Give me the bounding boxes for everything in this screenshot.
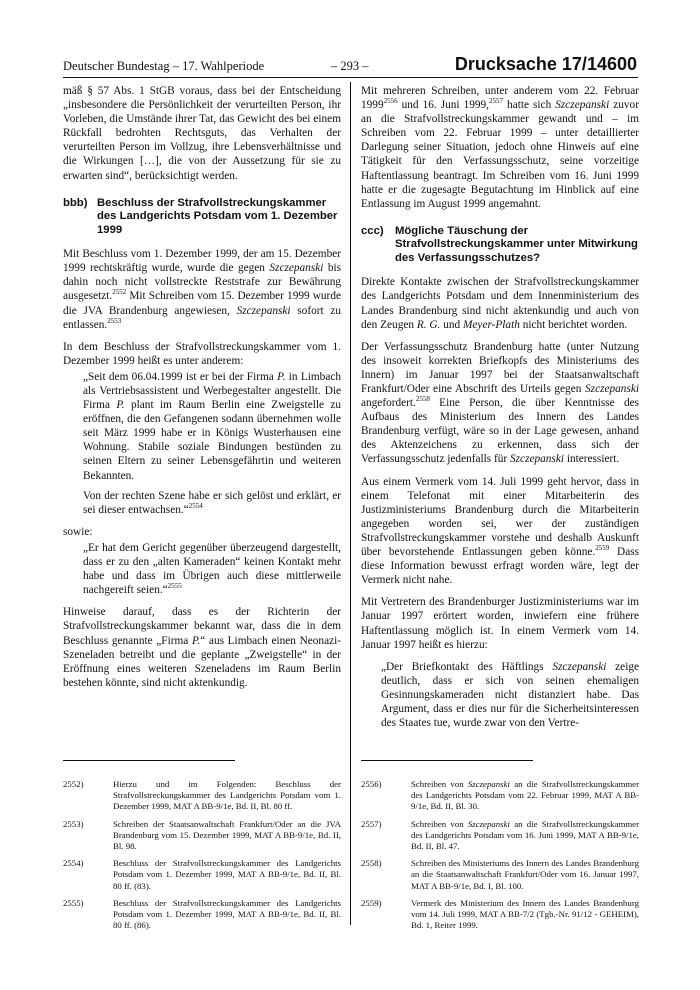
footnote-rule — [361, 760, 533, 761]
footnote: 2553) Schreiben der Staatsanwaltschaft Frankfurt/Oder an die JVA Brandenburg vom 15. Dezember 1999, MAT A BB-9/1e, Bd. II, Bl. 98. — [63, 818, 341, 852]
header-rule — [63, 77, 638, 78]
footnote-ref: 2552 — [112, 288, 127, 297]
person-name: Szczepanski — [236, 304, 291, 317]
footnote-ref: 2558 — [415, 395, 430, 404]
paragraph: Aus einem Vermerk vom 14. Juli 1999 geht hervor, dass in einem Telefonat mit einer Mitarbeiterin des Justizministeriums Brandenburg durch die Mitarbeiterin angegeben worden sei, wer der zuständigen Strafvollstreckungskammer vorstehe und deshalb Auskunft über bevorstehende Entlassungen geben könne.$^{2559}$ Dass diese Information bewusst erfragt worden wäre, legt der Vermerk nicht nahe. — [361, 475, 639, 587]
document-number-value: 14600 — [586, 54, 637, 74]
quote-paragraph: „Der Briefkontakt des Häftlings Szczepanski zeige deutlich, dass er sich von seinen ehemaligen Gesinnungskameraden nicht distanziert habe. Das Argument, dass er dies nur für die Sicherheitsinteressen des Staates tue, wurde zwar von den Vertre- — [381, 660, 640, 730]
footnote: 2559) Vermerk des Ministerium des Innern des Landes Brandenburg vom 14. Juli 1999, MAT A BB-7/2 (Tgb.-Nr. 91/12 - GEHEIM), Bd. 1, Reiter 1999. — [361, 897, 639, 931]
section-title: Beschluss der Strafvollstreckungskammer des Landgerichts Potsdam vom 1. Dezember 1999 — [97, 196, 338, 236]
footnote: 2558) Schreiben des Ministeriums des Innern des Landes Brandenburg an die Staatsanwaltschaft Frankfurt/Oder vom 16. Januar 1997, MAT A BB-9/1e, Bd. I, Bl. 100. — [361, 858, 639, 891]
document-number — [455, 53, 637, 75]
block-quote — [83, 370, 341, 517]
footnote-ref: 2554 — [188, 501, 203, 510]
person-name: Szczepanski — [269, 262, 324, 275]
right-column — [361, 84, 639, 738]
footnote-ref: 2555 — [167, 582, 182, 591]
section-number: bbb) — [63, 196, 88, 209]
quote-paragraph: Von der rechten Szene habe er sich gelöst und erklärt, er sei dieser entwachsen.“$^{2554}$ — [83, 489, 341, 516]
page-number: – 293 – — [331, 59, 369, 73]
paragraph: Direkte Kontakte zwischen der Strafvollstreckungskammer des Landgerichts Potsdam und dem Innenministerium des Landes Brandenburg sind nicht aktenkundig und auch von den Zeugen R. G. und Meyer-Plath nicht berichtet worden. — [361, 276, 639, 331]
left-column — [63, 84, 341, 698]
paragraph: In dem Beschluss der Strafvollstreckungskammer vom 1. Dezember 1999 heißt es unter anderem: — [63, 340, 341, 367]
footnote-rule — [63, 760, 235, 761]
quote-paragraph: „Er hat dem Gericht gegenüber überzeugend dargestellt, dass er zu den „alten Kameraden“ keinen Kontakt mehr habe und dass im Übrigen auch diese mittlerweile nachgereift seien.“$^{2555}$ — [83, 541, 341, 597]
column-divider — [350, 82, 351, 925]
footnote: 2554) Beschluss der Strafvollstreckungskammer des Landgerichts Potsdam vom 1. Dezember 1999, MAT A BB-9/1e, Bd. II, Bl. 80 ff. (83). — [63, 858, 341, 891]
document-number-prefix: Drucksache 17/ — [454, 54, 587, 74]
section-number: ccc) — [361, 224, 384, 237]
paragraph: Mit mehreren Schreiben, unter anderem vom 22. Februar $1999^{2556}$ und 16. Juni 1999,$^{2557}$ hatte sich Szczepanski zuvor an die Strafvollstreckungskammer gewandt und – im Schreiben vom 22. Februar 1999 – unter detaillierter Darlegung seiner Situation, jedoch ohne Hinweis auf eine Tätigkeit für den Verfassungsschutz, seine vorzeitige Haftentlassung beantragt. Im Schreiben vom 16. Juni 1999 hatte er die zugesagte Begutachtung im Hinblick auf eine Entlassung im August 1999 angemahnt. — [361, 85, 639, 210]
paragraph: Mit Vertretern des Brandenburger Justizministeriums war im Januar 1997 erörtert worden, inwiefern eine frühere Haftentlassung möglich ist. In einem Vermerk vom 14. Januar 1997 heißt es hierzu: — [361, 596, 639, 651]
section-heading-ccc — [361, 225, 639, 266]
footnote-ref: 2557 — [489, 97, 504, 106]
paragraph: Mit Beschluss vom 1. Dezember 1999, der am 15. Dezember 1999 rechtskräftig wurde, wurde die gegen Szczepanski bis dahin noch nicht vollstreckte Reststrafe zur Bewährung ausgesetzt.$^{2552}$ Mit Schreiben vom 15. Dezember 1999 wurde die JVA Brandenburg angewiesen, Szczepanski sofort zu entlassen.$^{2553}$ — [63, 248, 342, 331]
footnotes-right — [361, 779, 639, 937]
quote-paragraph: „Seit dem 06.04.1999 ist er bei der Firma P. in Limbach als Vertriebsassistent und Werbegestalter angestellt. Die Firma P. plant im Raum Berlin eine Zweigstelle zu eröffnen, die den Gefangenen sodann übernehmen wolle seit März 1999 habe er in Königs Wusterhausen eine Wohnung. Stabile soziale Bindungen bestünden zu seinen Eltern zu seiner Lebensgefährtin und weiteren Bekannten. — [83, 370, 342, 482]
footnote-ref: 2553 — [107, 316, 122, 325]
footnote-ref: 2559 — [595, 544, 610, 553]
footnote-ref: 2556 — [383, 97, 398, 106]
header-publication: Deutscher Bundestag – 17. Wahlperiode — [63, 59, 265, 73]
block-quote — [381, 660, 639, 730]
paragraph: Hinweise darauf, dass es der Richterin der Strafvollstreckungskammer bekannt war, dass die in dem Beschluss genannte „Firma P.“ aus Limbach einen Neonazi-Szeneladen betreibt und die geplante „Zweigstelle“ in der Eröffnung eines weiteren Szeneladens im Raum Berlin bestehen könnte, sind nicht aktenkundig. — [63, 606, 341, 689]
footnotes-left — [63, 779, 341, 937]
section-title: Mögliche Täuschung der Strafvollstreckungskammer unter Mitwirkung des Verfassungsschutzes? — [395, 224, 638, 264]
footnote: 2557) Schreiben von Szczepanski an die Strafvollstreckungskammer des Landgerichts Potsdam vom 16. Juni 1999, MAT A BB-9/1e, Bd. II, Bl. 47. — [361, 818, 639, 852]
footnote: 2552) Hierzu und im Folgenden: Beschluss der Strafvollstreckungskammer des Landgerichts Potsdam vom 1. Dezember 1999, MAT A BB-9/1e, Bd. II, Bl. 80 ff. — [63, 779, 341, 812]
section-heading-bbb — [63, 197, 341, 238]
paragraph: mäß § 57 Abs. 1 StGB voraus, dass bei der Entscheidung „insbesondere die Persönlichkeit der verurteilten Person, ihr Vorleben, die Umstände ihrer Tat, das Gewicht des bei einem Rückfall bedrohten Rechtsguts, das Verhalten der verurteilten Person im Vollzug, ihre Lebensverhältnisse und die Wirkungen […], die von der Aussetzung für sie zu erwarten sind“, berücksichtigt werden. — [63, 85, 341, 182]
block-quote — [83, 541, 341, 597]
footnote: 2555) Beschluss der Strafvollstreckungskammer des Landgerichts Potsdam vom 1. Dezember 1999, MAT A BB-9/1e, Bd. II, Bl. 80 ff. (86). — [63, 897, 341, 931]
paragraph: Der Verfassungsschutz Brandenburg hatte (unter Nutzung des insoweit korrekten Briefkopfs des Ministeriums des Innern) im Januar 1997 bei der Staatsanwaltschaft Frankfurt/Oder eine Abschrift des Urteils gegen Szczepanski angefordert.$^{2558}$ Eine Person, die über Kenntnisse des Aufbaus des Ministerium des Innern des Landes Brandenburg verfügt, wäre so in der Lage gewesen, anhand des Aktenzeichens zu erkennen, dass sich der Verfassungsschutz jedenfalls für Szczepanski interessiert. — [361, 340, 639, 466]
paragraph: sowie: — [63, 525, 93, 538]
footnote: 2556) Schreiben von Szczepanski an die Strafvollstreckungskammer des Landgerichts Potsdam vom 22. Februar 1999, MAT A BB-9/1e, Bd. II, Bl. 30. — [361, 779, 639, 812]
person-name: Szczepanski — [555, 99, 610, 112]
